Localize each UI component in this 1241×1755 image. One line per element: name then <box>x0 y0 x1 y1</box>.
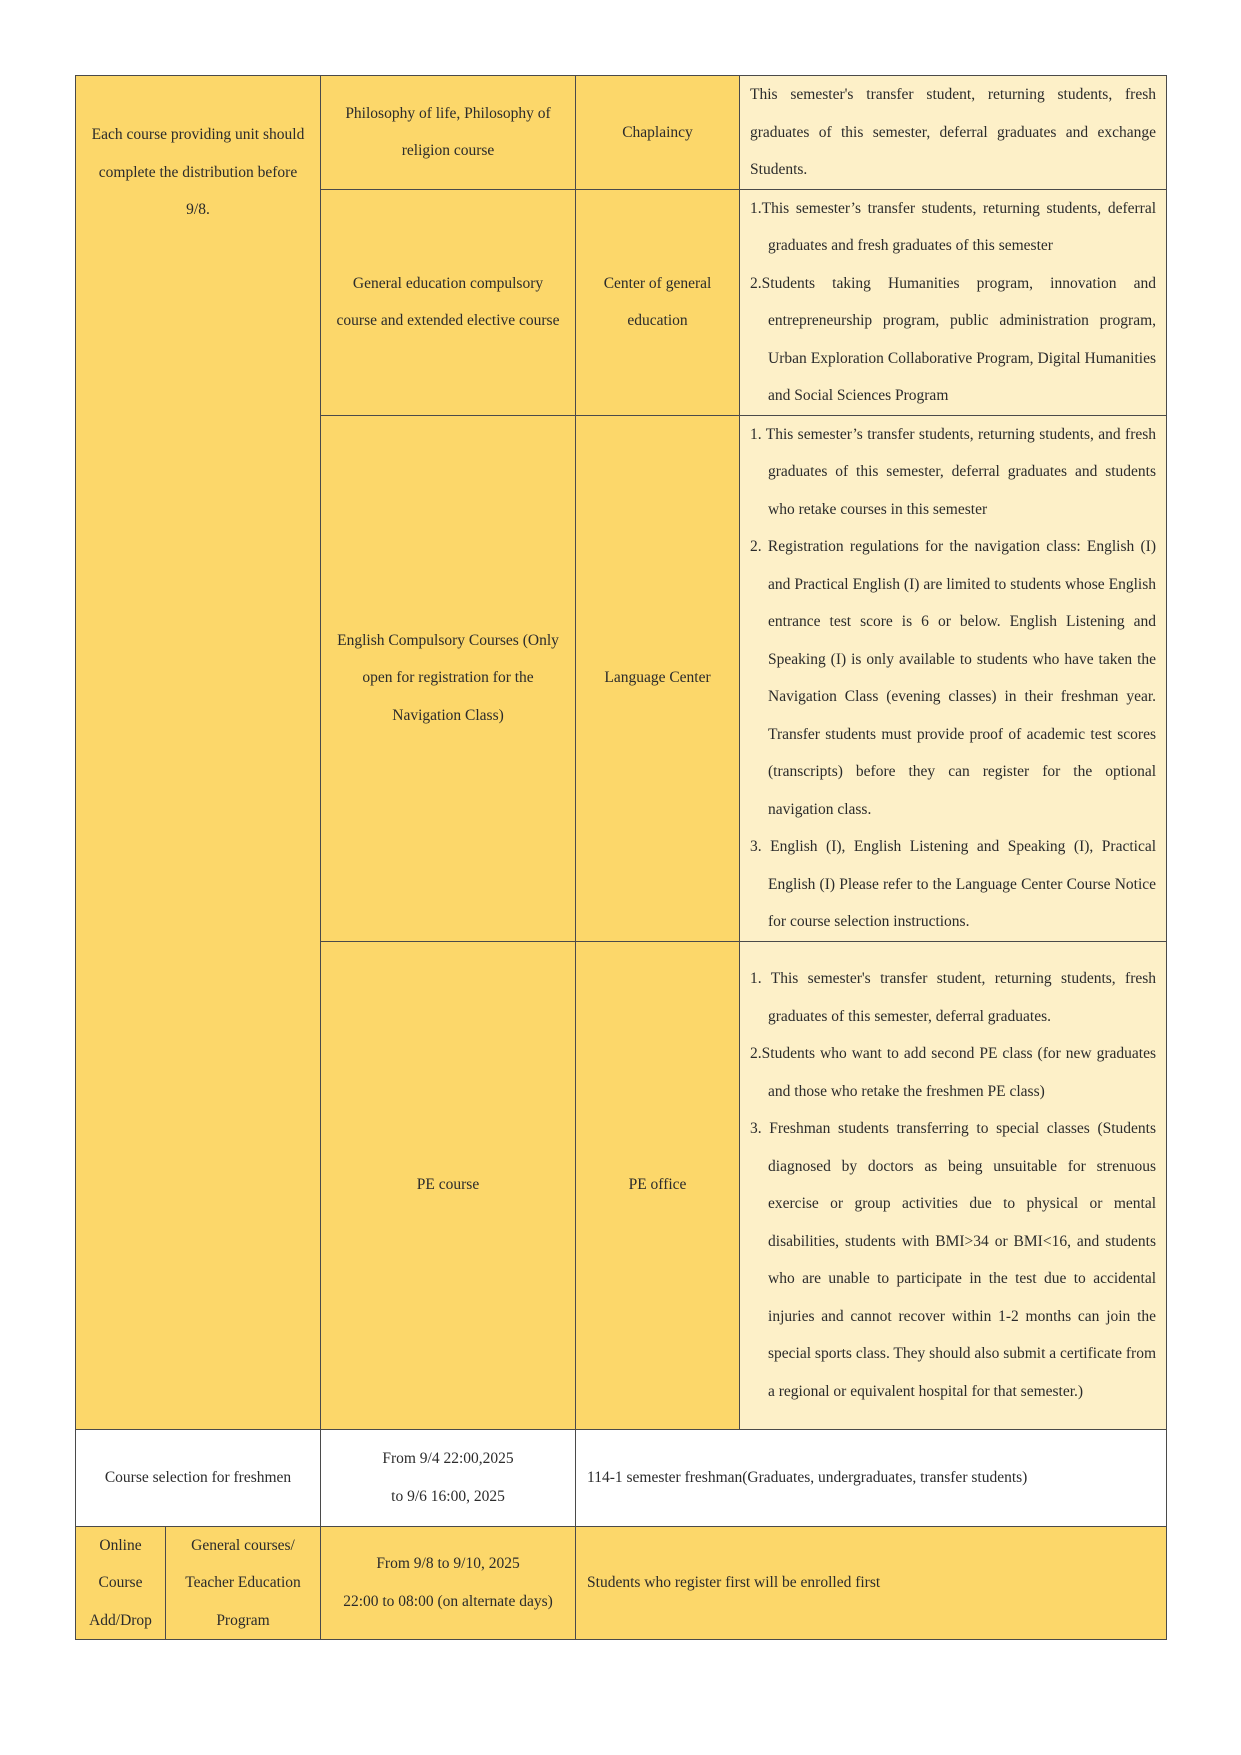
list-item: 1. This semester’s transfer students, returning students, and fresh graduates of this semester, deferral graduates and students who retake courses in this semester <box>750 425 1157 518</box>
adddrop-label-line: Add/Drop <box>89 1611 152 1629</box>
course-cell <box>321 189 576 415</box>
eligibility-text: This semester's transfer student, returning students, fresh graduates of this semester, deferral graduates and exchange Students. <box>750 86 1157 178</box>
eligibility-cell <box>740 189 1167 415</box>
course-selection-schedule-table <box>75 75 1167 1640</box>
list-item: 2.Students who want to add second PE class (for new graduates and those who retake the freshmen PE class) <box>750 1045 1157 1100</box>
adddrop-time-cell <box>321 1526 576 1640</box>
adddrop-category-line: General courses/ <box>191 1536 295 1554</box>
list-item: 1. This semester's transfer student, returning students, fresh graduates of this semester, deferral graduates. <box>750 970 1157 1025</box>
adddrop-category-line: Teacher Education <box>185 1574 301 1591</box>
freshmen-eligibility-cell <box>576 1429 1167 1526</box>
freshmen-label-cell <box>76 1429 321 1526</box>
list-item: 1.This semester’s transfer students, returning students, deferral graduates and fresh graduates of this semester <box>750 199 1157 254</box>
course-name: Philosophy of life, Philosophy of religion course <box>345 104 551 160</box>
unit-cell <box>576 941 740 1429</box>
freshmen-label: Course selection for freshmen <box>104 1468 292 1486</box>
list-item: 3. Freshman students transferring to special classes (Students diagnosed by doctors as being unsuitable for strenuous exercise or group activities due to physical or mental disabilities, students with BMI>34 or BMI<16, and students who are unable to participate in the test due to accidental injuries and cannot recover within 1-2 months can join the special sports class. They should also submit a certificate from a regional or equivalent hospital for that semester.) <box>750 1120 1157 1400</box>
adddrop-label-line: Online <box>99 1536 142 1554</box>
unit-cell <box>576 76 740 190</box>
table-row <box>76 76 1167 190</box>
adddrop-rule: Students who register first will be enrolled first <box>587 1574 881 1591</box>
table-row <box>76 1526 1167 1640</box>
adddrop-time-range: From 9/8 to 9/10, 2025 <box>376 1555 520 1573</box>
unit-name: Language Center <box>604 669 711 687</box>
unit-name: Center of general education <box>603 274 712 329</box>
adddrop-time-hours: 22:00 to 08:00 (on alternate days) <box>343 1592 553 1610</box>
adddrop-category-cell <box>166 1526 321 1640</box>
deadline-note-text: Each course providing unit should complete the distribution before 9/8. <box>91 126 305 218</box>
table-row <box>76 1429 1167 1526</box>
course-cell <box>321 941 576 1429</box>
freshmen-time-end: to 9/6 16:00, 2025 <box>391 1487 505 1505</box>
eligibility-cell <box>740 941 1167 1429</box>
eligibility-cell <box>740 76 1167 190</box>
list-item: 2. Registration regulations for the navigation class: English (I) and Practical English (I) are limited to students whose English entrance test score is 6 or below. English Listening and Speaking (I) is only available to students who have taken the Navigation Class (evening classes) in their freshman year. Transfer students must provide proof of academic test scores (transcripts) before they can register for the optional navigation class. <box>750 538 1157 818</box>
list-item: 3. English (I), English Listening and Speaking (I), Practical English (I) Please refer to the Language Center Course Notice for course selection instructions. <box>750 838 1157 930</box>
course-name: General education compulsory course and extended elective course <box>336 274 560 329</box>
eligibility-cell <box>740 415 1167 941</box>
unit-name: PE office <box>628 1176 687 1194</box>
distribution-deadline-note <box>76 76 321 1430</box>
unit-cell <box>576 415 740 941</box>
eligibility-list <box>750 416 1156 941</box>
eligibility-list <box>750 960 1156 1410</box>
unit-name: Chaplaincy <box>622 123 693 141</box>
course-name: PE course <box>416 1176 480 1194</box>
adddrop-rule-cell <box>576 1526 1167 1640</box>
list-item: 2.Students taking Humanities program, innovation and entrepreneurship program, public administration program, Urban Exploration Collaborative Program, Digital Humanities and Social Sciences Program <box>750 274 1157 404</box>
course-cell <box>321 76 576 190</box>
freshmen-time-start: From 9/4 22:00,2025 <box>382 1450 514 1467</box>
unit-cell <box>576 189 740 415</box>
course-cell <box>321 415 576 941</box>
freshmen-eligibility: 114-1 semester freshman(Graduates, undergraduates, transfer students) <box>587 1468 1028 1486</box>
freshmen-time-cell <box>321 1429 576 1526</box>
adddrop-label-line: Course <box>98 1574 143 1591</box>
adddrop-label-cell <box>76 1526 166 1640</box>
adddrop-category-line: Program <box>216 1611 270 1629</box>
course-name: English Compulsory Courses (Only open for registration for the Navigation Class) <box>337 631 559 724</box>
eligibility-list <box>750 190 1156 415</box>
